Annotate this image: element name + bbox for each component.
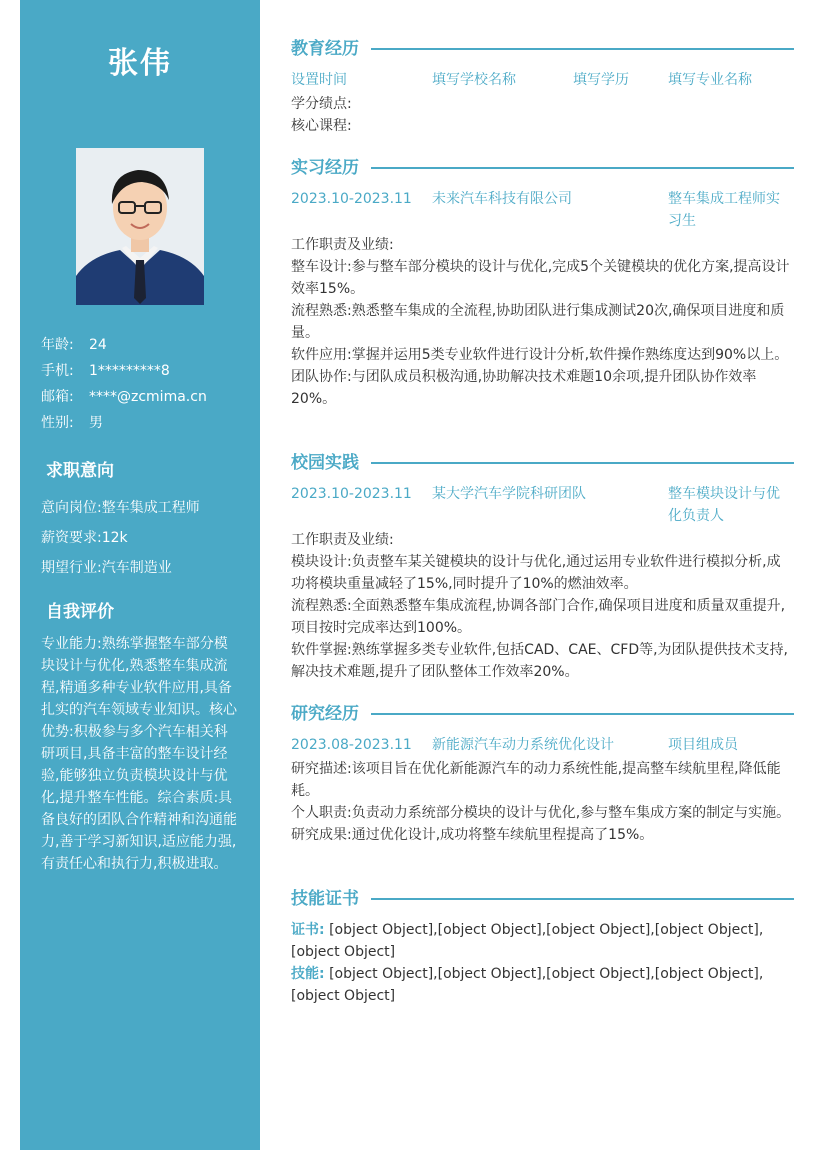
section-title: 研究经历 (291, 701, 367, 727)
section-title: 校园实践 (291, 450, 367, 476)
education-row (291, 69, 794, 91)
research-row (291, 734, 794, 756)
section-title: 教育经历 (291, 36, 367, 62)
edu-time: 设置时间 (291, 72, 347, 88)
section-title: 技能证书 (291, 886, 367, 912)
skills-certificates (291, 919, 794, 963)
section-internship (291, 155, 794, 181)
job-intent (41, 456, 246, 583)
info-email: 邮箱: ****@zcmima.cn (41, 389, 207, 405)
campus-row (291, 483, 794, 527)
info-gender: 性别: 男 (41, 415, 103, 431)
section-divider (371, 48, 794, 50)
skill-text: [object Object],[object Object],[object Object],[object Object],[object Object] (291, 966, 764, 1004)
basic-info (41, 332, 246, 436)
cert-text: [object Object],[object Object],[object Object],[object Object],[object Object] (291, 922, 764, 960)
detail-line: 流程熟悉:熟悉整车集成的全流程,协助团队进行集成测试20次,确保项目进度和质量。 (291, 303, 785, 341)
section-campus (291, 450, 794, 476)
campus-details (291, 529, 794, 683)
detail-line: 软件应用:掌握并运用5类专业软件进行设计分析,软件操作熟练度达到90%以上。 (291, 347, 789, 363)
detail-line: 团队协作:与团队成员积极沟通,协助解决技术难题10余项,提升团队协作效率20%。 (291, 369, 757, 407)
section-divider (371, 462, 794, 464)
self-evaluation (41, 597, 241, 875)
info-age: 年龄: 24 (41, 337, 107, 353)
campus-role: 整车模块设计与优化负责人 (668, 486, 780, 524)
section-title: 实习经历 (291, 155, 367, 181)
detail-line: 模块设计:负责整车某关键模块的设计与优化,通过运用专业软件进行模拟分析,成功将模块重量减轻了15%,同时提升了10%的燃油效率。 (291, 554, 781, 592)
section-education (291, 36, 794, 62)
section-skills (291, 886, 794, 912)
detail-line: 研究成果:通过优化设计,成功将整车续航里程提高了15%。 (291, 827, 654, 843)
job-intent-title: 求职意向 (46, 461, 114, 481)
detail-line: 工作职责及业绩: (291, 532, 394, 548)
edu-major: 填写专业名称 (668, 72, 752, 88)
cert-label: 证书: (291, 922, 325, 938)
section-divider (371, 167, 794, 169)
edu-courses: 核心课程: (291, 118, 352, 134)
section-research (291, 701, 794, 727)
edu-degree: 填写学历 (573, 72, 629, 88)
profile-photo (76, 148, 204, 305)
self-eval-title: 自我评价 (46, 602, 114, 622)
info-phone: 手机: 1*********8 (41, 363, 170, 379)
detail-line: 整车设计:参与整车部分模块的设计与优化,完成5个关键模块的优化方案,提高设计效率15%。 (291, 259, 790, 297)
campus-org: 某大学汽车学院科研团队 (432, 486, 586, 502)
self-eval-text: 专业能力:熟练掌握整车部分模块设计与优化,熟悉整车集成流程,精通多种专业软件应用,具备扎实的汽车领域专业知识。核心优势:积极参与多个汽车相关科研项目,具备丰富的整车设计经验,能够独立负责模块设计与优化,提升整车性能。综合素质:具备良好的团队合作精神和沟通能力,善于学习新知识,适应能力强,有责任心和执行力,积极进取。 (41, 636, 237, 872)
edu-school: 填写学校名称 (432, 72, 516, 88)
section-divider (371, 713, 794, 715)
intern-time: 2023.10-2023.11 (291, 191, 412, 207)
internship-details (291, 234, 794, 410)
edu-gpa: 学分绩点: (291, 96, 352, 112)
intern-org: 未来汽车科技有限公司 (432, 191, 572, 207)
research-time: 2023.08-2023.11 (291, 737, 412, 753)
intent-position: 意向岗位:整车集成工程师 (41, 500, 200, 516)
detail-line: 流程熟悉:全面熟悉整车集成流程,协调各部门合作,确保项目进度和质量双重提升,项目按时完成率达到100%。 (291, 598, 786, 636)
detail-line: 工作职责及业绩: (291, 237, 394, 253)
research-project: 新能源汽车动力系统优化设计 (432, 737, 614, 753)
detail-line: 研究描述:该项目旨在优化新能源汽车的动力系统性能,提高整车续航里程,降低能耗。 (291, 761, 781, 799)
intent-salary: 薪资要求:12k (41, 530, 128, 546)
detail-line: 个人职责:负责动力系统部分模块的设计与优化,参与整车集成方案的制定与实施。 (291, 805, 791, 821)
intent-industry: 期望行业:汽车制造业 (41, 560, 172, 576)
campus-time: 2023.10-2023.11 (291, 486, 412, 502)
avatar-portrait (76, 148, 204, 305)
section-divider (371, 898, 794, 900)
research-details (291, 758, 794, 846)
skills-abilities (291, 963, 794, 1007)
sidebar (20, 0, 260, 1150)
research-role: 项目组成员 (668, 737, 738, 753)
candidate-name: 张伟 (108, 46, 172, 81)
internship-row (291, 188, 794, 232)
detail-line: 软件掌握:熟练掌握多类专业软件,包括CAD、CAE、CFD等,为团队提供技术支持,解决技术难题,提升了团队整体工作效率20%。 (291, 642, 789, 680)
intern-role: 整车集成工程师实习生 (668, 191, 780, 229)
skill-label: 技能: (291, 966, 325, 982)
